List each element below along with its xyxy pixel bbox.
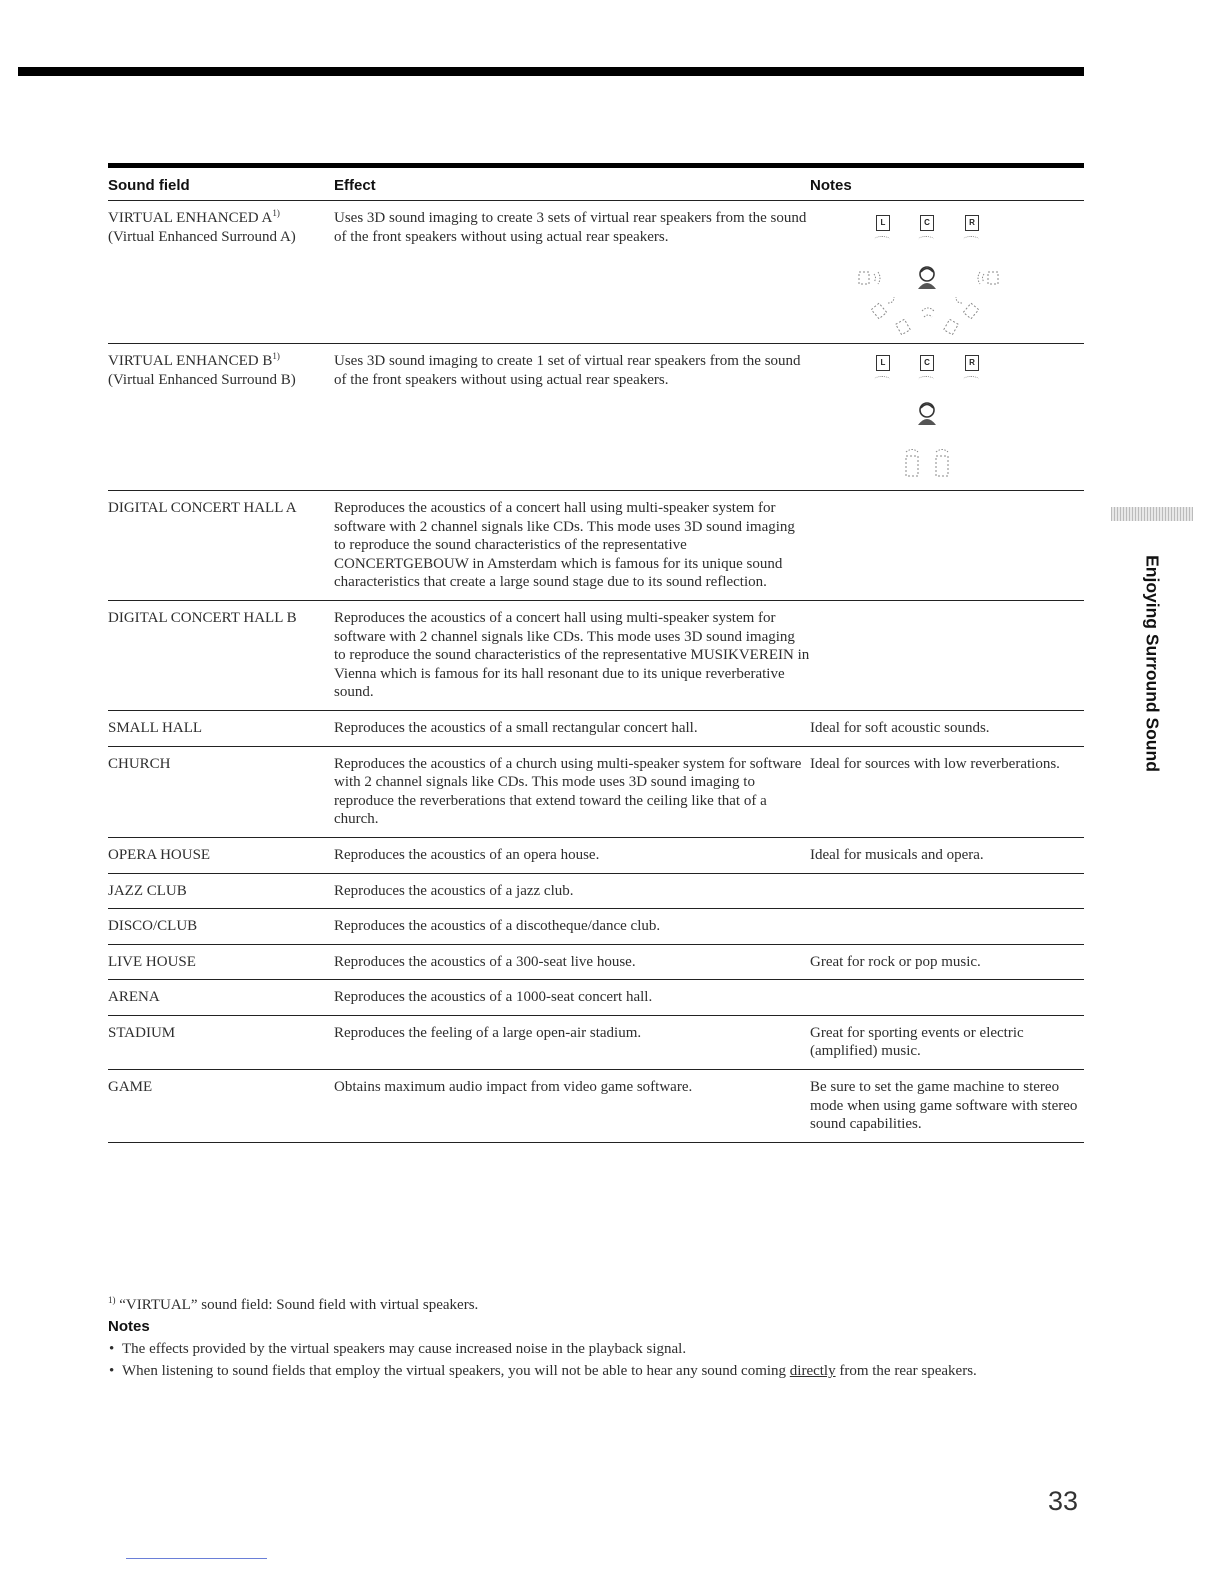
center-speaker-icon: C xyxy=(920,215,934,231)
virtual-left-speaker-icon xyxy=(858,269,898,287)
sound-field-name: LIVE HOUSE xyxy=(108,944,334,980)
table-row xyxy=(108,344,1084,491)
table-row xyxy=(108,1070,1084,1143)
sound-field-note: Ideal for soft acoustic sounds. xyxy=(810,710,1084,746)
sound-field-effect: Uses 3D sound imaging to create 3 sets of virtual rear speakers from the sound of the front speakers without using actual rear speakers. xyxy=(334,201,810,344)
table-row xyxy=(108,1015,1084,1069)
table-row xyxy=(108,873,1084,909)
front-right-speaker-icon: R xyxy=(965,215,979,231)
sound-field-name: VIRTUAL ENHANCED $A^{1)}$ (Virtual Enhanced Surround A) xyxy=(108,201,334,344)
bottom-link-line xyxy=(126,1558,267,1559)
sound-field-name: DIGITAL CONCERT HALL A xyxy=(108,491,334,601)
table-row xyxy=(108,746,1084,837)
sound-field-name: SMALL HALL xyxy=(108,710,334,746)
virtual-rear-speakers-icon xyxy=(870,293,990,335)
sound-field-note xyxy=(810,344,1084,491)
sound-field-effect: Uses 3D sound imaging to create 1 set of virtual rear speakers from the sound of the front speakers without using actual rear speakers. xyxy=(334,344,810,491)
sound-field-note: Ideal for sources with low reverberations. xyxy=(810,746,1084,837)
virtual-right-speaker-icon xyxy=(960,269,1000,287)
sound-field-name: VIRTUAL ENHANCED $B^{1)}$ (Virtual Enhanced Surround B) xyxy=(108,344,334,491)
sound-field-name: JAZZ CLUB xyxy=(108,873,334,909)
table-row xyxy=(108,980,1084,1016)
header-effect: Effect xyxy=(334,166,810,201)
sound-field-note: Be sure to set the game machine to stereo mode when using game software with stereo sound capabilities. xyxy=(810,1070,1084,1143)
header-sound-field: Sound field xyxy=(108,166,334,201)
footnote: $^{1)}$ “VIRTUAL” sound field: Sound field with virtual speakers. xyxy=(108,1295,479,1313)
virtual-rear-speakers-icon xyxy=(902,446,952,478)
table-row xyxy=(108,201,1084,344)
center-speaker-icon: C xyxy=(920,355,934,371)
sound-field-note xyxy=(810,491,1084,601)
sound-field-effect: Reproduces the acoustics of a jazz club. xyxy=(334,873,810,909)
sound-wave-icon xyxy=(918,236,934,243)
table-row xyxy=(108,837,1084,873)
sound-field-effect: Reproduces the acoustics of a small rectangular concert hall. xyxy=(334,710,810,746)
sound-field-note xyxy=(810,909,1084,945)
list-item: • When listening to sound fields that employ the virtual speakers, you will not be able to hear any sound coming directly from the rear speakers. xyxy=(108,1361,1084,1382)
table-row xyxy=(108,491,1084,601)
sound-field-effect: Reproduces the acoustics of a concert hall using multi-speaker system for software with 2 channel signals like CDs. This mode uses 3D sound imaging to reproduce the sound characteristics of the representative MUSIKVEREIN in Vienna which is famous for its hall resonant due to its unique reverberative sound. xyxy=(334,600,810,710)
table-header xyxy=(108,166,1084,201)
sound-field-note xyxy=(810,980,1084,1016)
sound-wave-icon xyxy=(874,236,890,243)
sound-field-name: DIGITAL CONCERT HALL B xyxy=(108,600,334,710)
sound-field-note: Great for rock or pop music. xyxy=(810,944,1084,980)
speaker-diagram-virtual-b xyxy=(810,352,1084,482)
sound-wave-icon xyxy=(963,376,979,383)
sound-field-name: STADIUM xyxy=(108,1015,334,1069)
notes-heading: Notes xyxy=(108,1318,150,1335)
table-row xyxy=(108,710,1084,746)
sound-field-table xyxy=(108,163,1084,1143)
front-right-speaker-icon: R xyxy=(965,355,979,371)
sound-field-note: Ideal for musicals and opera. xyxy=(810,837,1084,873)
sound-field-name: DISCO/CLUB xyxy=(108,909,334,945)
table-row xyxy=(108,600,1084,710)
sound-field-effect: Reproduces the acoustics of a concert hall using multi-speaker system for software with 2 channel signals like CDs. This mode uses 3D sound imaging to reproduce the sound characteristics of the representative CONCERTGEBOUW in Amsterdam which is famous for its unique sound characteristics that create a large sound stage due to its sound reflection. xyxy=(334,491,810,601)
listener-icon xyxy=(914,264,940,290)
notes-list xyxy=(108,1339,1084,1382)
page-number: 33 xyxy=(1048,1486,1079,1516)
sound-field-effect: Reproduces the feeling of a large open-air stadium. xyxy=(334,1015,810,1069)
sound-field-effect: Obtains maximum audio impact from video game software. xyxy=(334,1070,810,1143)
sound-field-effect: Reproduces the acoustics of a discotheque/dance club. xyxy=(334,909,810,945)
sound-field-name: OPERA HOUSE xyxy=(108,837,334,873)
sound-field-effect: Reproduces the acoustics of a 1000-seat concert hall. xyxy=(334,980,810,1016)
table-row xyxy=(108,909,1084,945)
listener-icon xyxy=(914,400,940,426)
sound-field-effect: Reproduces the acoustics of a 300-seat live house. xyxy=(334,944,810,980)
sound-field-note: Great for sporting events or electric (amplified) music. xyxy=(810,1015,1084,1069)
speaker-diagram-virtual-a xyxy=(810,209,1084,335)
sound-field-note xyxy=(810,600,1084,710)
front-left-speaker-icon: L xyxy=(876,355,890,371)
sound-wave-icon xyxy=(874,376,890,383)
side-tab-marker xyxy=(1111,507,1193,521)
sound-wave-icon xyxy=(918,376,934,383)
top-rule xyxy=(18,67,1084,76)
table-row xyxy=(108,944,1084,980)
sound-field-name: CHURCH xyxy=(108,746,334,837)
sound-field-effect: Reproduces the acoustics of a church using multi-speaker system for software with 2 channel signals like CDs. This mode uses 3D sound imaging to reproduce the reverberations that extend toward the ceiling like that of a church. xyxy=(334,746,810,837)
footer-notes xyxy=(108,1295,1084,1383)
sound-wave-icon xyxy=(963,236,979,243)
list-item: • The effects provided by the virtual speakers may cause increased noise in the playback signal. xyxy=(108,1339,1084,1360)
sound-field-name: ARENA xyxy=(108,980,334,1016)
header-notes: Notes xyxy=(810,166,1084,201)
sound-field-effect: Reproduces the acoustics of an opera house. xyxy=(334,837,810,873)
front-left-speaker-icon: L xyxy=(876,215,890,231)
chapter-side-title: Enjoying Surround Sound xyxy=(1142,555,1163,772)
sound-field-note xyxy=(810,201,1084,344)
sound-field-name: GAME xyxy=(108,1070,334,1143)
sound-field-note xyxy=(810,873,1084,909)
